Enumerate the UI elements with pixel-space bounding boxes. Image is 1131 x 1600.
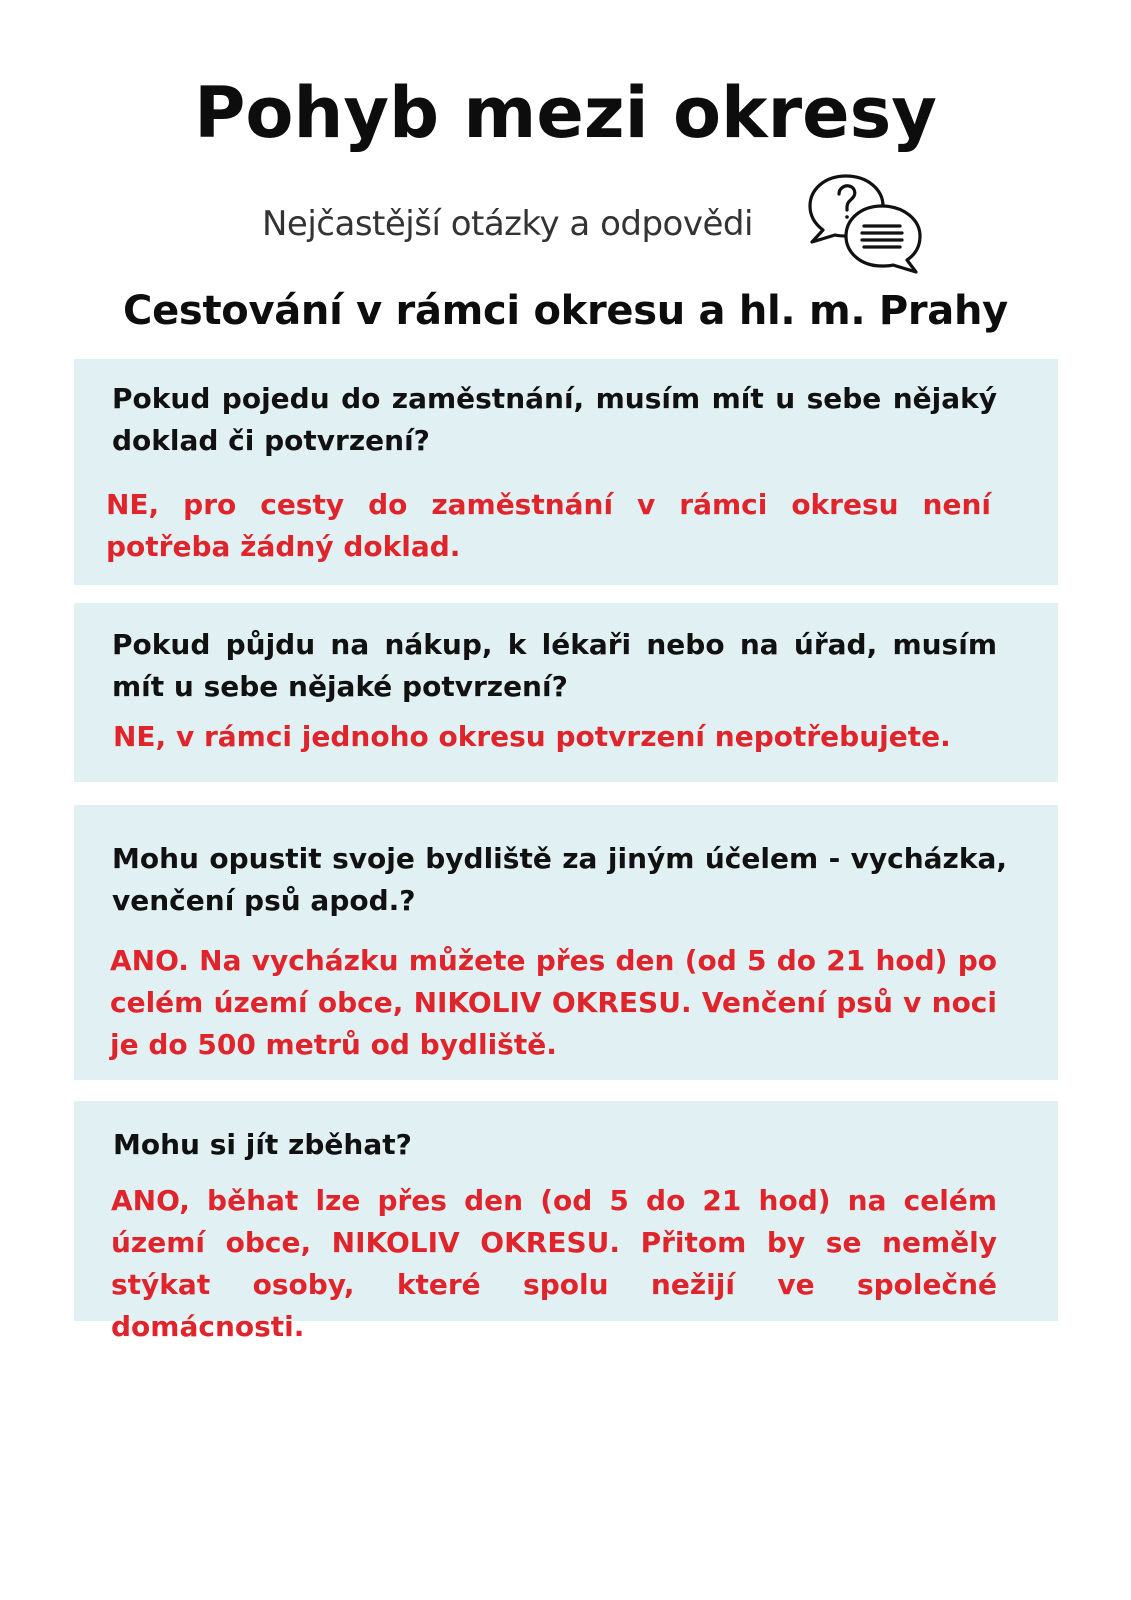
faq-answer: ANO. Na vycházku můžete přes den (od 5 do 21 hod) po celém území obce, NIKOLIV OKRESU. Venčení psů v noci je do 500 metrů od bydliště. xyxy=(110,944,997,1061)
faq-answer: ANO, běhat lze přes den (od 5 do 21 hod) na celém území obce, NIKOLIV OKRESU. Přitom by se neměly stýkat osoby, které spolu nežijí ve společné domácnosti. xyxy=(111,1184,997,1343)
chat-question-icon xyxy=(808,172,932,280)
faq-question: Pokud pojedu do zaměstnání, musím mít u sebe nějaký doklad či potvrzení? xyxy=(112,382,997,457)
faq-answer: NE, v rámci jednoho okresu potvrzení nepotřebujete. xyxy=(113,720,951,753)
faq-question: Mohu si jít zběhat? xyxy=(113,1128,412,1161)
faq-answer: NE, pro cesty do zaměstnání v rámci okresu není potřeba žádný doklad. xyxy=(106,488,991,563)
page-title: Pohyb mezi okresy xyxy=(194,72,937,154)
page-subtitle: Nejčastější otázky a odpovědi xyxy=(262,204,753,244)
section-title: Cestování v rámci okresu a hl. m. Prahy xyxy=(123,288,1008,334)
faq-question: Pokud půjdu na nákup, k lékaři nebo na úřad, musím mít u sebe nějaké potvrzení? xyxy=(112,628,997,703)
faq-question: Mohu opustit svoje bydliště za jiným účelem - vycházka, venčení psů apod.? xyxy=(112,842,1007,917)
